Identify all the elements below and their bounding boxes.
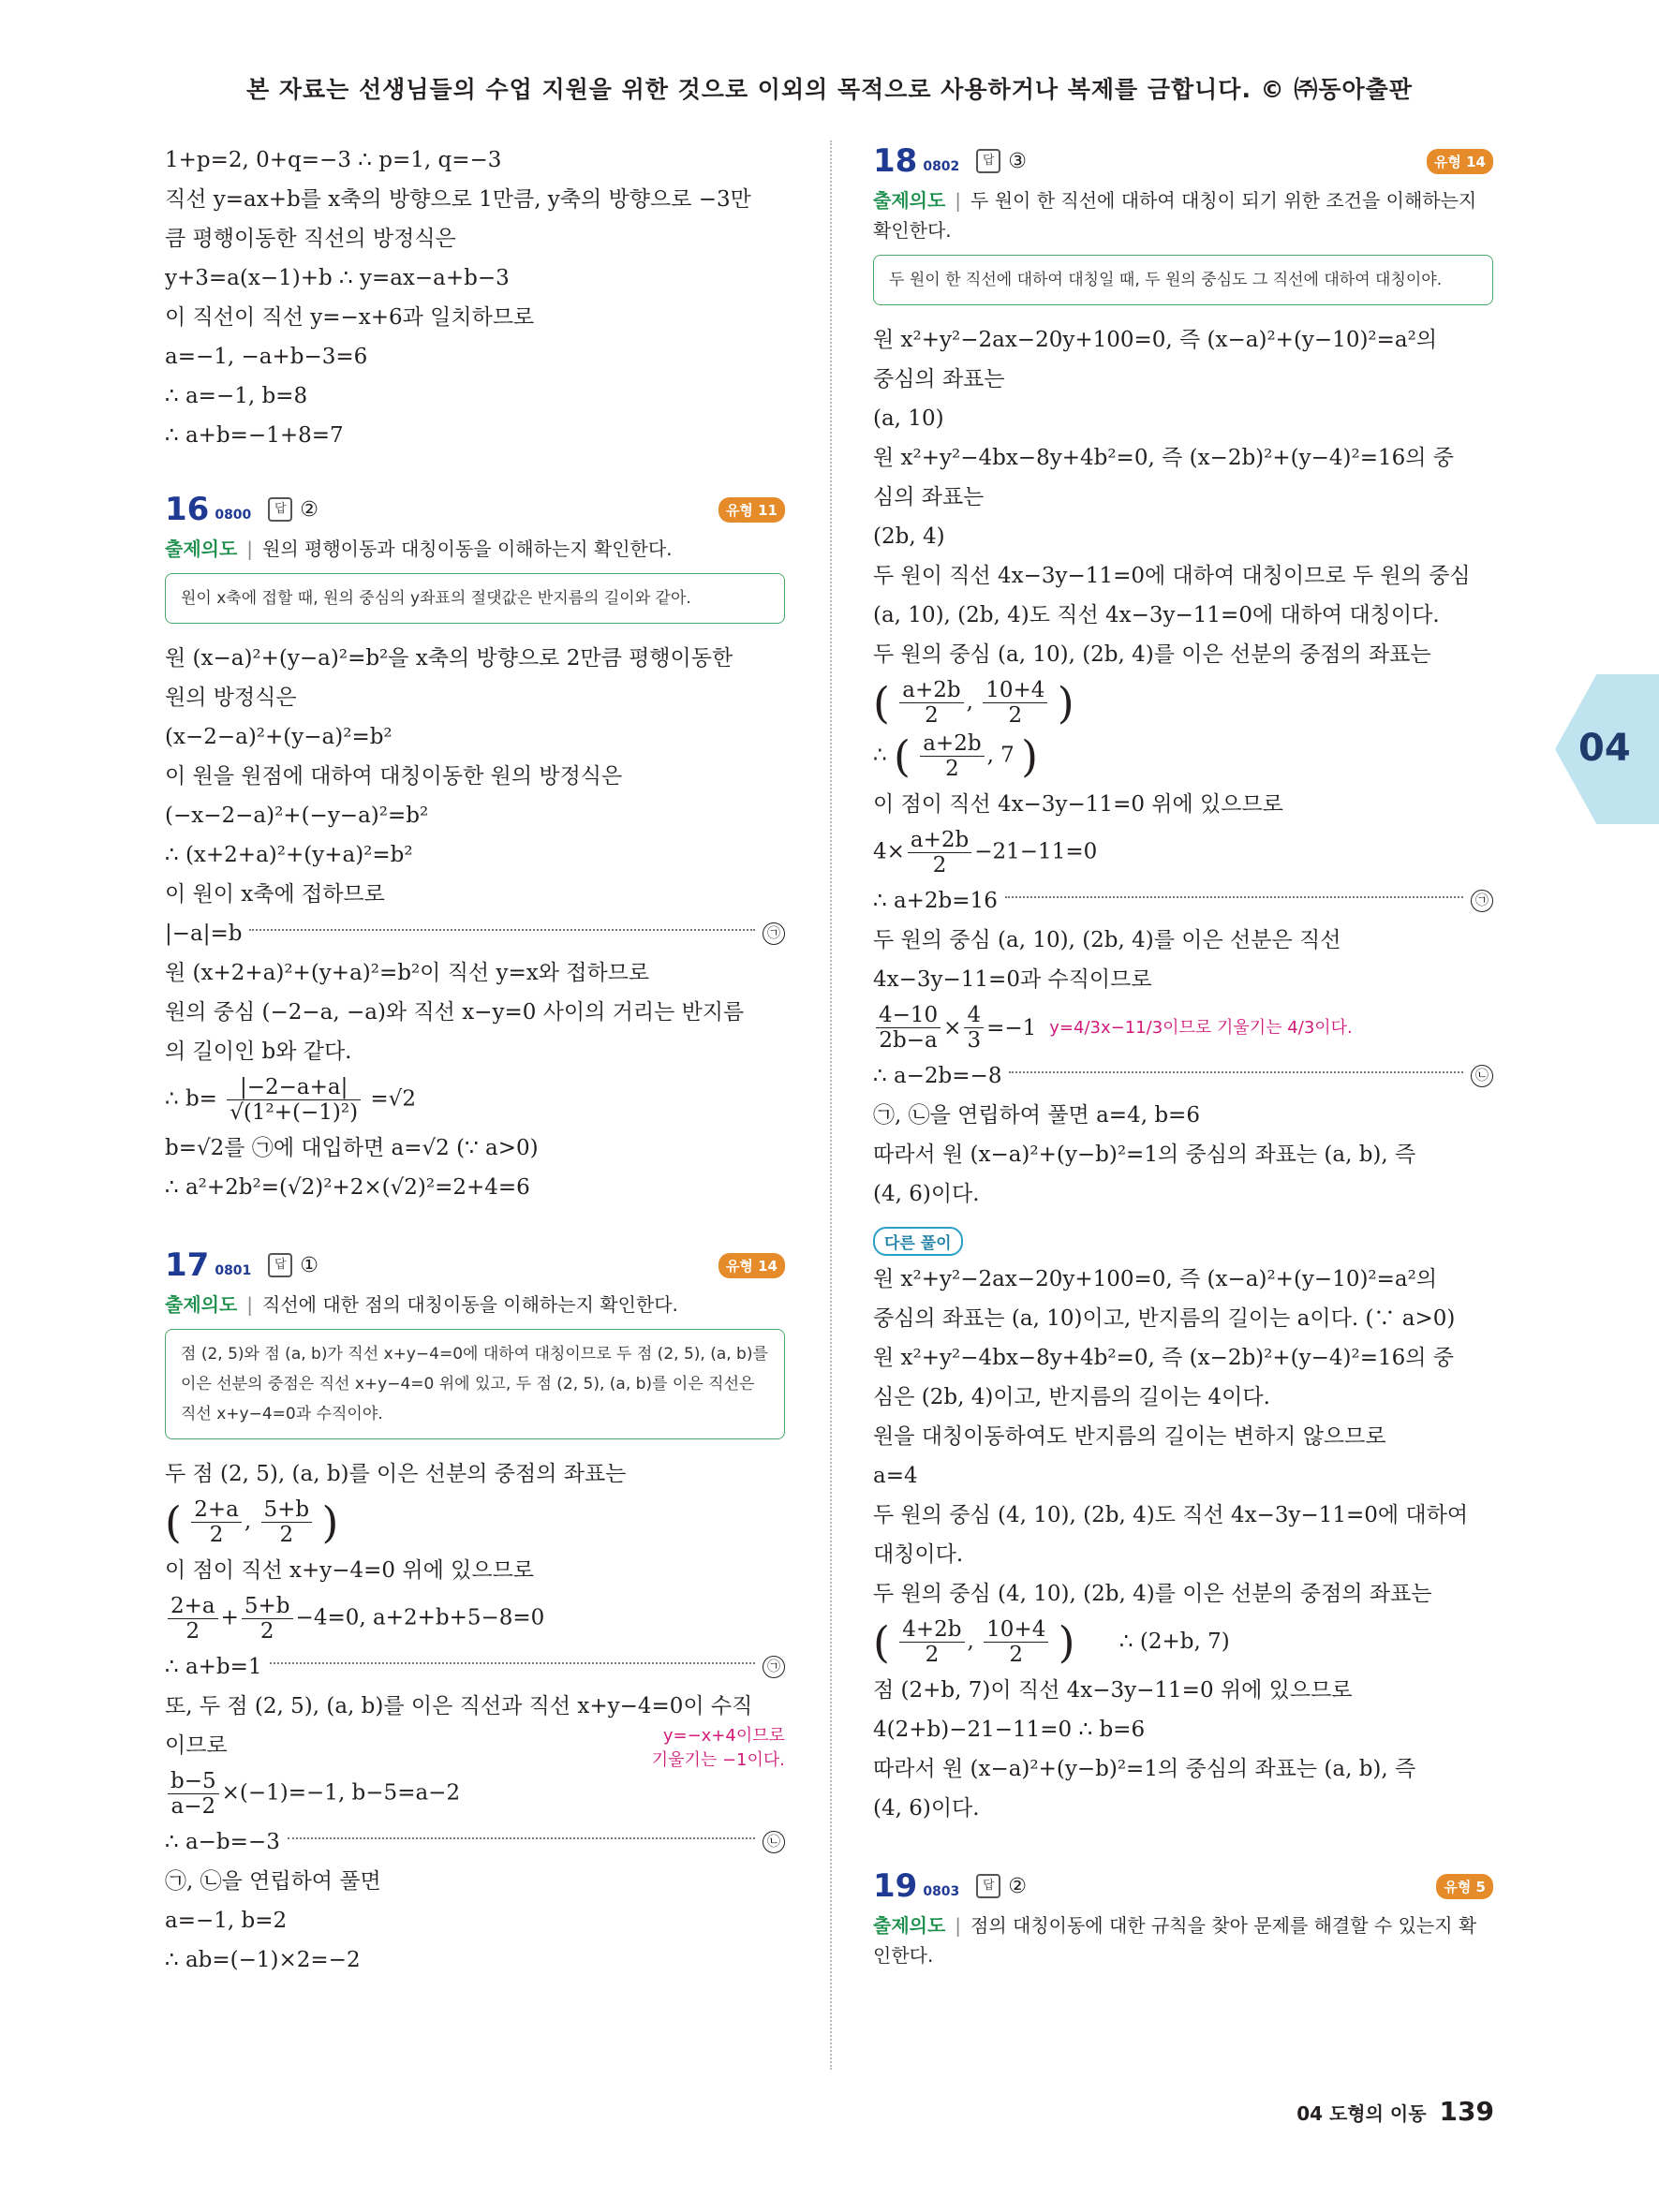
solution-line: 두 원의 중심 (4, 10), (2b, 4)를 이은 선분의 중점의 좌표는	[873, 1582, 1432, 1606]
solution-line: ㉠, ㉡을 연립하여 풀면	[165, 1869, 381, 1894]
numerator: 10+4	[984, 1617, 1048, 1643]
solution-lines	[165, 639, 785, 914]
equation-2	[873, 1056, 1493, 1096]
formula-suffix: −21−11=0	[974, 839, 1098, 864]
fraction	[242, 1594, 293, 1644]
solution-line: 이 원을 원점에 대하여 대칭이동한 원의 방정식은	[165, 764, 623, 789]
fraction	[191, 1497, 242, 1547]
solution-line: b=√2를 ㉠에 대입하면 a=√2 (∵ a>0)	[165, 1136, 539, 1160]
solution-line: 두 원의 중심 (4, 10), (2b, 4)도 직선 4x−3y−11=0에 대하여	[873, 1503, 1469, 1527]
problem-number: 16	[165, 491, 210, 528]
fraction	[920, 731, 984, 781]
solution-line: 점 (2+b, 7)이 직선 4x−3y−11=0 위에 있으므로	[873, 1678, 1353, 1703]
solution-line: 이므로	[165, 1733, 228, 1758]
intent-text: 두 원이 한 직선에 대하여 대칭이 되기 위한 조건을 이해하는지 확인한다.	[873, 189, 1477, 242]
equation-text: ∴ a+b=1	[165, 1655, 262, 1679]
denominator: 2	[945, 757, 959, 781]
formula-prefix: 4×	[873, 839, 905, 864]
solution-line: 중심의 좌표는	[873, 367, 1005, 391]
answer-icon: 답	[268, 1253, 292, 1277]
column-divider	[830, 140, 832, 2070]
mark-label: ㉡	[1471, 1065, 1493, 1087]
solution-line: 원 x²+y²−2ax−20y+100=0, 즉 (x−a)²+(y−10)²=a²의	[873, 1267, 1438, 1291]
solution-line: ∴ a+b=−1+8=7	[165, 423, 344, 448]
numerator: a+2b	[899, 678, 963, 703]
problem-number: 17	[165, 1246, 210, 1284]
denominator: 2	[279, 1523, 294, 1547]
equation-2	[165, 1822, 785, 1862]
denominator: 2b−a	[879, 1028, 938, 1053]
solution-lines	[873, 320, 1493, 674]
solution-line: ㉠, ㉡을 연립하여 풀면 a=4, b=6	[873, 1103, 1200, 1128]
answer-icon: 답	[268, 497, 292, 522]
equation-1	[165, 1647, 785, 1687]
type-badge: 유형 5	[1436, 1874, 1493, 1899]
mark-label: ㉡	[763, 1831, 785, 1853]
left-column	[165, 140, 785, 1980]
solution-line: 1+p=2, 0+q=−3 ∴ p=1, q=−3	[165, 148, 502, 172]
numerator: 2+a	[168, 1594, 218, 1619]
type-badge: 유형 14	[718, 1253, 785, 1278]
solution-lines	[873, 1096, 1493, 1214]
solution-line: 따라서 원 (x−a)²+(y−b)²=1의 중심의 좌표는 (a, b), 즉	[873, 1143, 1416, 1167]
note-line: y=−x+4이므로	[662, 1726, 785, 1746]
note-line: 기울기는 −1이다.	[651, 1750, 785, 1770]
equation-text: ∴ a−2b=−8	[873, 1064, 1002, 1088]
mark-label: ㉠	[763, 922, 785, 945]
problem-number: 19	[873, 1867, 918, 1905]
hint-box: 점 (2, 5)와 점 (a, b)가 직선 x+y−4=0에 대하여 대칭이므로 두 점 (2, 5), (a, b)를 이은 선분의 중점은 직선 x+y−4=0 위에 있고, 두 점 (2, 5), (a, b)를 이은 직선은 직선 x+y−4=0과 수직이야.	[165, 1329, 785, 1439]
solution-line: y+3=a(x−1)+b ∴ y=ax−a+b−3	[165, 266, 510, 290]
solution-line: 심은 (2b, 4)이고, 반지름의 길이는 4이다.	[873, 1385, 1270, 1409]
substitution	[873, 828, 1493, 877]
problem-17-header	[165, 1245, 785, 1286]
denominator: 2	[925, 1643, 940, 1667]
solution-lines	[165, 1128, 785, 1207]
intent-label: 출제의도	[165, 538, 238, 560]
fraction	[899, 678, 963, 728]
solution-line: 두 원이 직선 4x−3y−11=0에 대하여 대칭이므로 두 원의 중심	[873, 564, 1471, 588]
problem-code: 0800	[215, 508, 252, 523]
equation-text: ∴ a+2b=16	[873, 889, 998, 913]
denominator: 2	[932, 853, 947, 877]
intent: 출제의도 | 원의 평행이동과 대칭이동을 이해하는지 확인한다.	[165, 538, 673, 560]
fraction	[984, 1617, 1048, 1667]
solution-line: 두 원의 중심 (a, 10), (2b, 4)를 이은 선분의 중점의 좌표는	[873, 642, 1431, 667]
solution-line: ∴ ab=(−1)×2=−2	[165, 1948, 361, 1972]
solution-line: 이 직선이 직선 y=−x+6과 일치하므로	[165, 305, 535, 330]
intent-label: 출제의도	[873, 1914, 946, 1937]
equation-rest: ×(−1)=−1, b−5=a−2	[221, 1780, 461, 1806]
intent: 출제의도 | 점의 대칭이동에 대한 규칙을 찾아 문제를 해결할 수 있는지 확인한다.	[873, 1914, 1477, 1967]
solution-line: 두 원의 중심 (a, 10), (2b, 4)를 이은 선분은 직선	[873, 928, 1341, 952]
numerator: 10+4	[983, 678, 1047, 703]
solution-line: ∴ (x+2+a)²+(y+a)²=b²	[165, 843, 413, 867]
right-column	[873, 140, 1493, 1970]
solution-line: (a, 10)	[873, 406, 944, 431]
numerator: |−2−a+a|	[227, 1075, 361, 1100]
numerator: b−5	[168, 1769, 219, 1794]
numerator: 2+a	[191, 1497, 242, 1523]
solution-line: 원의 방정식은	[165, 686, 297, 710]
intent-label: 출제의도	[165, 1293, 238, 1316]
intent-label: 출제의도	[873, 189, 946, 212]
solution-line: ∴ a²+2b²=(√2)²+2×(√2)²=2+4=6	[165, 1175, 530, 1200]
numerator: 5+b	[242, 1594, 293, 1619]
fraction	[983, 678, 1047, 728]
solution-line: a=−1, −a+b−3=6	[165, 345, 368, 369]
alt-solution-lines	[873, 1671, 1493, 1828]
solution-line: 4(2+b)−21−11=0 ∴ b=6	[873, 1718, 1146, 1742]
intent: 출제의도 | 두 원이 한 직선에 대하여 대칭이 되기 위한 조건을 이해하는지 확인한다.	[873, 189, 1477, 242]
copyright-header: 본 자료는 선생님들의 수업 지원을 위한 것으로 이외의 목적으로 사용하거나 복제를 금합니다. © ㈜동아출판	[246, 76, 1413, 103]
solution-line: ∴ a=−1, b=8	[165, 384, 308, 408]
midpoint-simplified: ∴ ( $\frac{a+2b}{2}$ , 7 )	[873, 730, 1039, 782]
fraction	[908, 828, 971, 877]
equation-rest: =−1	[986, 1015, 1037, 1040]
solution-line: 원 (x+2+a)²+(y+a)²=b²이 직선 y=x와 접하므로	[165, 961, 650, 985]
solution-line: (2b, 4)	[873, 524, 945, 549]
solution-line: 따라서 원 (x−a)²+(y−b)²=1의 중심의 좌표는 (a, b), 즉	[873, 1757, 1416, 1781]
alt-solution-lines	[873, 1260, 1493, 1614]
answer-value: ②	[300, 497, 319, 522]
answer-value: ③	[1008, 149, 1028, 173]
slope-note: y=4/3x−11/3이므로 기울기는 4/3이다.	[1049, 1017, 1353, 1038]
denominator: √(1²+(−1)²)	[230, 1100, 359, 1125]
coordinate-rest: , 7	[986, 743, 1015, 768]
solution-line: (x−2−a)²+(y−a)²=b²	[165, 725, 393, 749]
solution-line: 두 점 (2, 5), (a, b)를 이은 선분의 중점의 좌표는	[165, 1462, 627, 1486]
denominator: 2	[259, 1619, 274, 1644]
midpoint-equation: $\frac{2+a}{2}$ + $\frac{5+b}{2}$ −4=0, a+2+b+5−8=0	[165, 1594, 785, 1644]
solution-line: a=−1, b=2	[165, 1909, 288, 1933]
numerator: 4−10	[876, 1003, 941, 1028]
solution-line: (−x−2−a)²+(−y−a)²=b²	[165, 804, 429, 828]
fraction	[876, 1003, 941, 1053]
mark-label: ㉠	[1471, 890, 1493, 912]
solution-line: 이 점이 직선 4x−3y−11=0 위에 있으므로	[873, 792, 1283, 817]
problem-code: 0801	[215, 1263, 252, 1278]
alt-solution-badge: 다른 풀이	[873, 1227, 963, 1256]
solution-line: 원을 대칭이동하여도 반지름의 길이는 변하지 않으므로	[873, 1424, 1386, 1449]
numerator: a+2b	[920, 731, 984, 757]
answer-icon: 답	[976, 1874, 1000, 1898]
page-number: 139	[1439, 2096, 1494, 2127]
solution-line: (4, 6)이다.	[873, 1796, 980, 1821]
slope-note	[652, 1724, 785, 1773]
solution-line: 심의 좌표는	[873, 485, 985, 509]
solution-line: 의 길이인 b와 같다.	[165, 1040, 352, 1064]
hint-box: 두 원이 한 직선에 대하여 대칭일 때, 두 원의 중심도 그 직선에 대하여 대칭이야.	[873, 255, 1493, 305]
solution-line: (a, 10), (2b, 4)도 직선 4x−3y−11=0에 대하여 대칭이다.	[873, 603, 1440, 627]
midpoint: ( $\frac{2+a}{2}$ , $\frac{5+b}{2}$ )	[165, 1497, 339, 1548]
solution-line: a=4	[873, 1464, 918, 1488]
solution-line: 중심의 좌표는 (a, 10)이고, 반지름의 길이는 a이다. (∵ a>0)	[873, 1306, 1456, 1331]
distance-formula	[165, 1075, 785, 1125]
answer-value: ②	[1008, 1874, 1028, 1898]
problem-code: 0803	[923, 1884, 960, 1899]
denominator: 2	[1009, 1643, 1024, 1667]
denominator: 3	[967, 1028, 982, 1053]
intent-text: 점의 대칭이동에 대한 규칙을 찾아 문제를 해결할 수 있는지 확인한다.	[873, 1914, 1477, 1967]
solution-line: 또, 두 점 (2, 5), (a, b)를 이은 직선과 직선 x+y−4=0이 수직	[165, 1694, 753, 1718]
denominator: 2	[185, 1619, 200, 1644]
problem-number: 18	[873, 142, 918, 180]
slope-equation: $\frac{4-10}{2b-a}$ × $\frac{4}{3}$ =−1 y=4/3x−11/3이므로 기울기는 4/3이다.	[873, 1003, 1493, 1053]
formula-prefix: ∴ b=	[165, 1086, 217, 1112]
equation-1	[165, 914, 785, 953]
solution-line: 대칭이다.	[873, 1542, 964, 1567]
solution-line: 큼 평행이동한 직선의 방정식은	[165, 227, 456, 251]
problem-16-header	[165, 489, 785, 530]
fraction	[261, 1497, 313, 1547]
formula-suffix: =√2	[370, 1086, 416, 1112]
intent-text: 직선에 대한 점의 대칭이동을 이해하는지 확인한다.	[262, 1293, 678, 1316]
answer-icon: 답	[976, 149, 1000, 173]
fraction	[168, 1594, 218, 1644]
midpoint: ( $\frac{a+2b}{2}$ , $\frac{10+4}{2}$ )	[873, 677, 1074, 729]
answer-value: ①	[300, 1253, 319, 1277]
hint-box: 원이 x축에 접할 때, 원의 중심의 y좌표의 절댓값은 반지름의 길이와 같아.	[165, 573, 785, 624]
chapter-title: 04 도형의 이동	[1296, 2102, 1427, 2125]
numerator: a+2b	[908, 828, 971, 853]
page-footer	[1296, 2096, 1494, 2127]
denominator: 2	[925, 703, 939, 728]
solution-line: 원 (x−a)²+(y−a)²=b²을 x축의 방향으로 2만큼 평행이동한	[165, 646, 733, 671]
denominator: a−2	[170, 1794, 216, 1819]
solution-line: 직선 y=ax+b를 x축의 방향으로 1만큼, y축의 방향으로 −3만	[165, 187, 751, 212]
solution-line: 4x−3y−11=0과 수직이므로	[873, 967, 1152, 992]
solution-lines	[165, 953, 785, 1071]
solution-line: 이 원이 x축에 접하므로	[165, 882, 385, 907]
midpoint-alt: ( $\frac{4+2b}{2}$ , $\frac{10+4}{2}$ ) ∴ (2+b, 7)	[873, 1616, 1230, 1668]
numerator: 4	[964, 1003, 984, 1028]
mark-label: ㉠	[763, 1656, 785, 1678]
fraction	[168, 1769, 219, 1819]
solution-line: 원 x²+y²−4bx−8y+4b²=0, 즉 (x−2b)²+(y−4)²=16의 중	[873, 1346, 1454, 1370]
denominator: 2	[1008, 703, 1023, 728]
fraction	[964, 1003, 984, 1053]
solution-line: 원 x²+y²−4bx−8y+4b²=0, 즉 (x−2b)²+(y−4)²=16의 중	[873, 446, 1454, 470]
solution-line: 이 점이 직선 x+y−4=0 위에 있으므로	[165, 1558, 534, 1583]
problem-18-header	[873, 140, 1493, 182]
numerator: 5+b	[261, 1497, 313, 1523]
equation-1	[873, 881, 1493, 921]
midpoint-result: ∴ (2+b, 7)	[1118, 1629, 1230, 1654]
numerator: 4+2b	[899, 1617, 964, 1643]
chapter-tab-label: 04	[1578, 727, 1631, 770]
equation-text: ∴ a−b=−3	[165, 1830, 280, 1854]
intent: 출제의도 | 직선에 대한 점의 대칭이동을 이해하는지 확인한다.	[165, 1293, 678, 1316]
therefore: ∴	[873, 743, 887, 768]
solution-line: 원 x²+y²−2ax−20y+100=0, 즉 (x−a)²+(y−10)²=a²의	[873, 328, 1438, 352]
solution-line: (4, 6)이다.	[873, 1182, 980, 1206]
fraction	[899, 1617, 964, 1667]
solution-line: 원의 중심 (−2−a, −a)와 직선 x−y=0 사이의 거리는 반지름	[165, 1000, 745, 1025]
perpendicular-block	[165, 1687, 785, 1770]
fraction	[227, 1075, 361, 1125]
problem-19-header	[873, 1865, 1493, 1907]
intent-text: 원의 평행이동과 대칭이동을 이해하는지 확인한다.	[262, 538, 673, 560]
slope-equation	[165, 1769, 785, 1819]
type-badge: 유형 11	[718, 497, 785, 523]
problem-code: 0802	[923, 159, 960, 174]
type-badge: 유형 14	[1427, 149, 1493, 174]
equation-rest: −4=0, a+2+b+5−8=0	[295, 1605, 545, 1630]
denominator: 2	[209, 1523, 224, 1547]
equation-text: |−a|=b	[165, 922, 243, 946]
problem-15-tail	[165, 140, 785, 455]
